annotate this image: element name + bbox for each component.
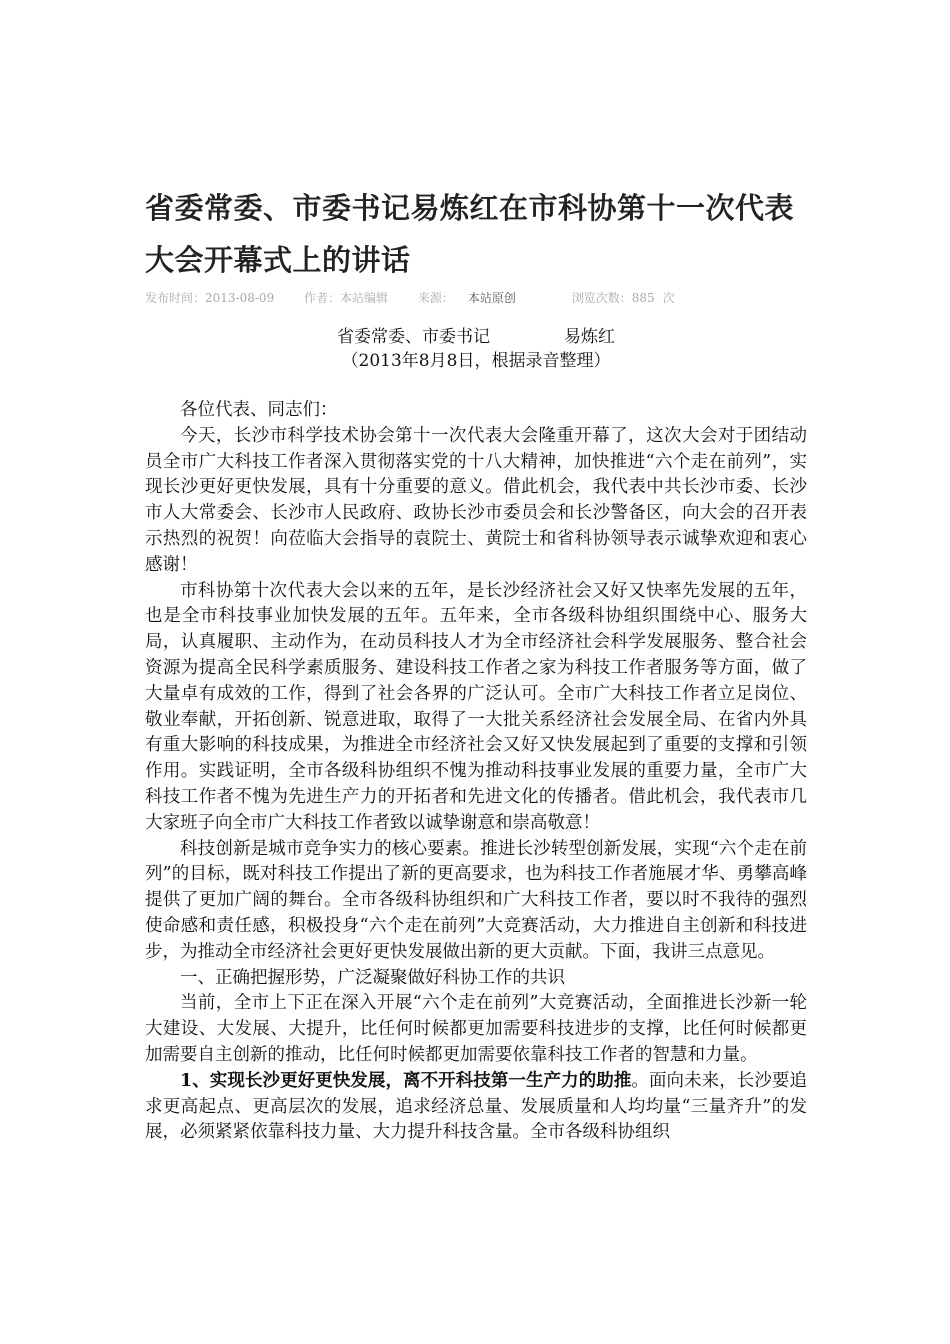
source-value: 本站原创 [467,291,516,305]
author-value: 本站编辑 [340,291,389,305]
paragraph-3: 科技创新是城市竞争实力的核心要素。推进长沙转型创新发展，实现“六个走在前列”的目标，既对科技工作提出了新的更高要求，也为科技工作者施展才华、勇攀高峰提供了更加广阔的舞台。全市各级科协组织和广大科技工作者，要以时不我待的强烈使命感和责任感，积极投身“六个走在前列”大竞赛活动，大力推进自主创新和科技进步，为推动全市经济社会更好更快发展做出新的更大贡献。下面，我讲三点意见。 [145,838,807,962]
speaker-name: 易炼红 [564,327,615,347]
views-unit: 次 [662,291,675,305]
paragraph-2: 市科协第十次代表大会以来的五年，是长沙经济社会又好又快率先发展的五年，也是全市科技事业加快发展的五年。五年来，全市各级科协组织围绕中心、服务大局，认真履职、主动作为，在动员科技人才为全市经济社会科学发展服务、整合社会资源为提高全民科学素质服务、建设科技工作者之家为科技工作者服务等方面，做了大量卓有成效的工作，得到了社会各界的广泛认可。全市广大科技工作者立足岗位、敬业奉献，开拓创新、锐意进取，取得了一大批关系经济社会发展全局、在省内外具有重大影响的科技成果，为推进全市经济社会又好又快发展起到了重要的支撑和引领作用。实践证明，全市各级科协组织不愧为推动科技事业发展的重要力量，全市广大科技工作者不愧为先进生产力的开拓者和先进文化的传播者。借此机会，我代表市几大家班子向全市广大科技工作者致以诚挚谢意和崇高敬意！ [145,580,807,833]
publish-date: 2013-08-09 [205,291,275,305]
date-note: （2013年8月8日，根据录音整理） [341,351,611,371]
views-label: 浏览次数： [571,291,632,305]
section-heading-1: 一、正确把握形势，广泛凝聚做好科协工作的共识 [180,967,565,988]
author-label: 作者： [304,291,341,305]
speaker-line [145,324,807,350]
source-label: 来源： [417,291,454,305]
views-info [572,291,675,305]
greeting: 各位代表、同志们： [180,400,338,420]
author-info [304,291,388,305]
views-count: 885 [631,291,655,305]
publish-info [145,291,274,305]
speaker-role: 省委常委、市委书记 [337,327,490,347]
point-1-text: 。面向未来，长沙要追求更高起点、更高层次的发展，追求经济总量、发展质量和人均均量“三量齐升”的发展，必须紧紧依靠科技力量、大力提升科技含量。全市各级科协组织 [145,1070,808,1143]
publish-label: 发布时间： [145,291,206,305]
article-title: 省委常委、市委书记易炼红在市科协第十一次代表大会开幕式上的讲话 [145,191,795,277]
point-1 [145,1069,807,1146]
article-meta [145,289,807,307]
article-body [145,398,807,1146]
paragraph-4: 当前，全市上下正在深入开展“六个走在前列”大竞赛活动，全面推进长沙新一轮大建设、大发展、大提升，比任何时候都更加需要科技进步的支撑，比任何时候都更加需要自主创新的推动，比任何时候都更加需要依靠科技工作者的智慧和力量。 [145,993,807,1065]
paragraph-1: 今天，长沙市科学技术协会第十一次代表大会隆重开幕了，这次大会对于团结动员全市广大科技工作者深入贯彻落实党的十八大精神，加快推进“六个走在前列”，实现长沙更好更快发展，具有十分重要的意义。借此机会，我代表中共长沙市委、长沙市人大常委会、长沙市人民政府、政协长沙市委员会和长沙警备区，向大会的召开表示热烈的祝贺！向莅临大会指导的袁院士、黄院士和省科协领导表示诚挚欢迎和衷心感谢！ [145,425,807,575]
point-1-bold: 1、实现长沙更好更快发展，离不开科技第一生产力的助推 [180,1070,632,1091]
source-info [418,291,542,305]
